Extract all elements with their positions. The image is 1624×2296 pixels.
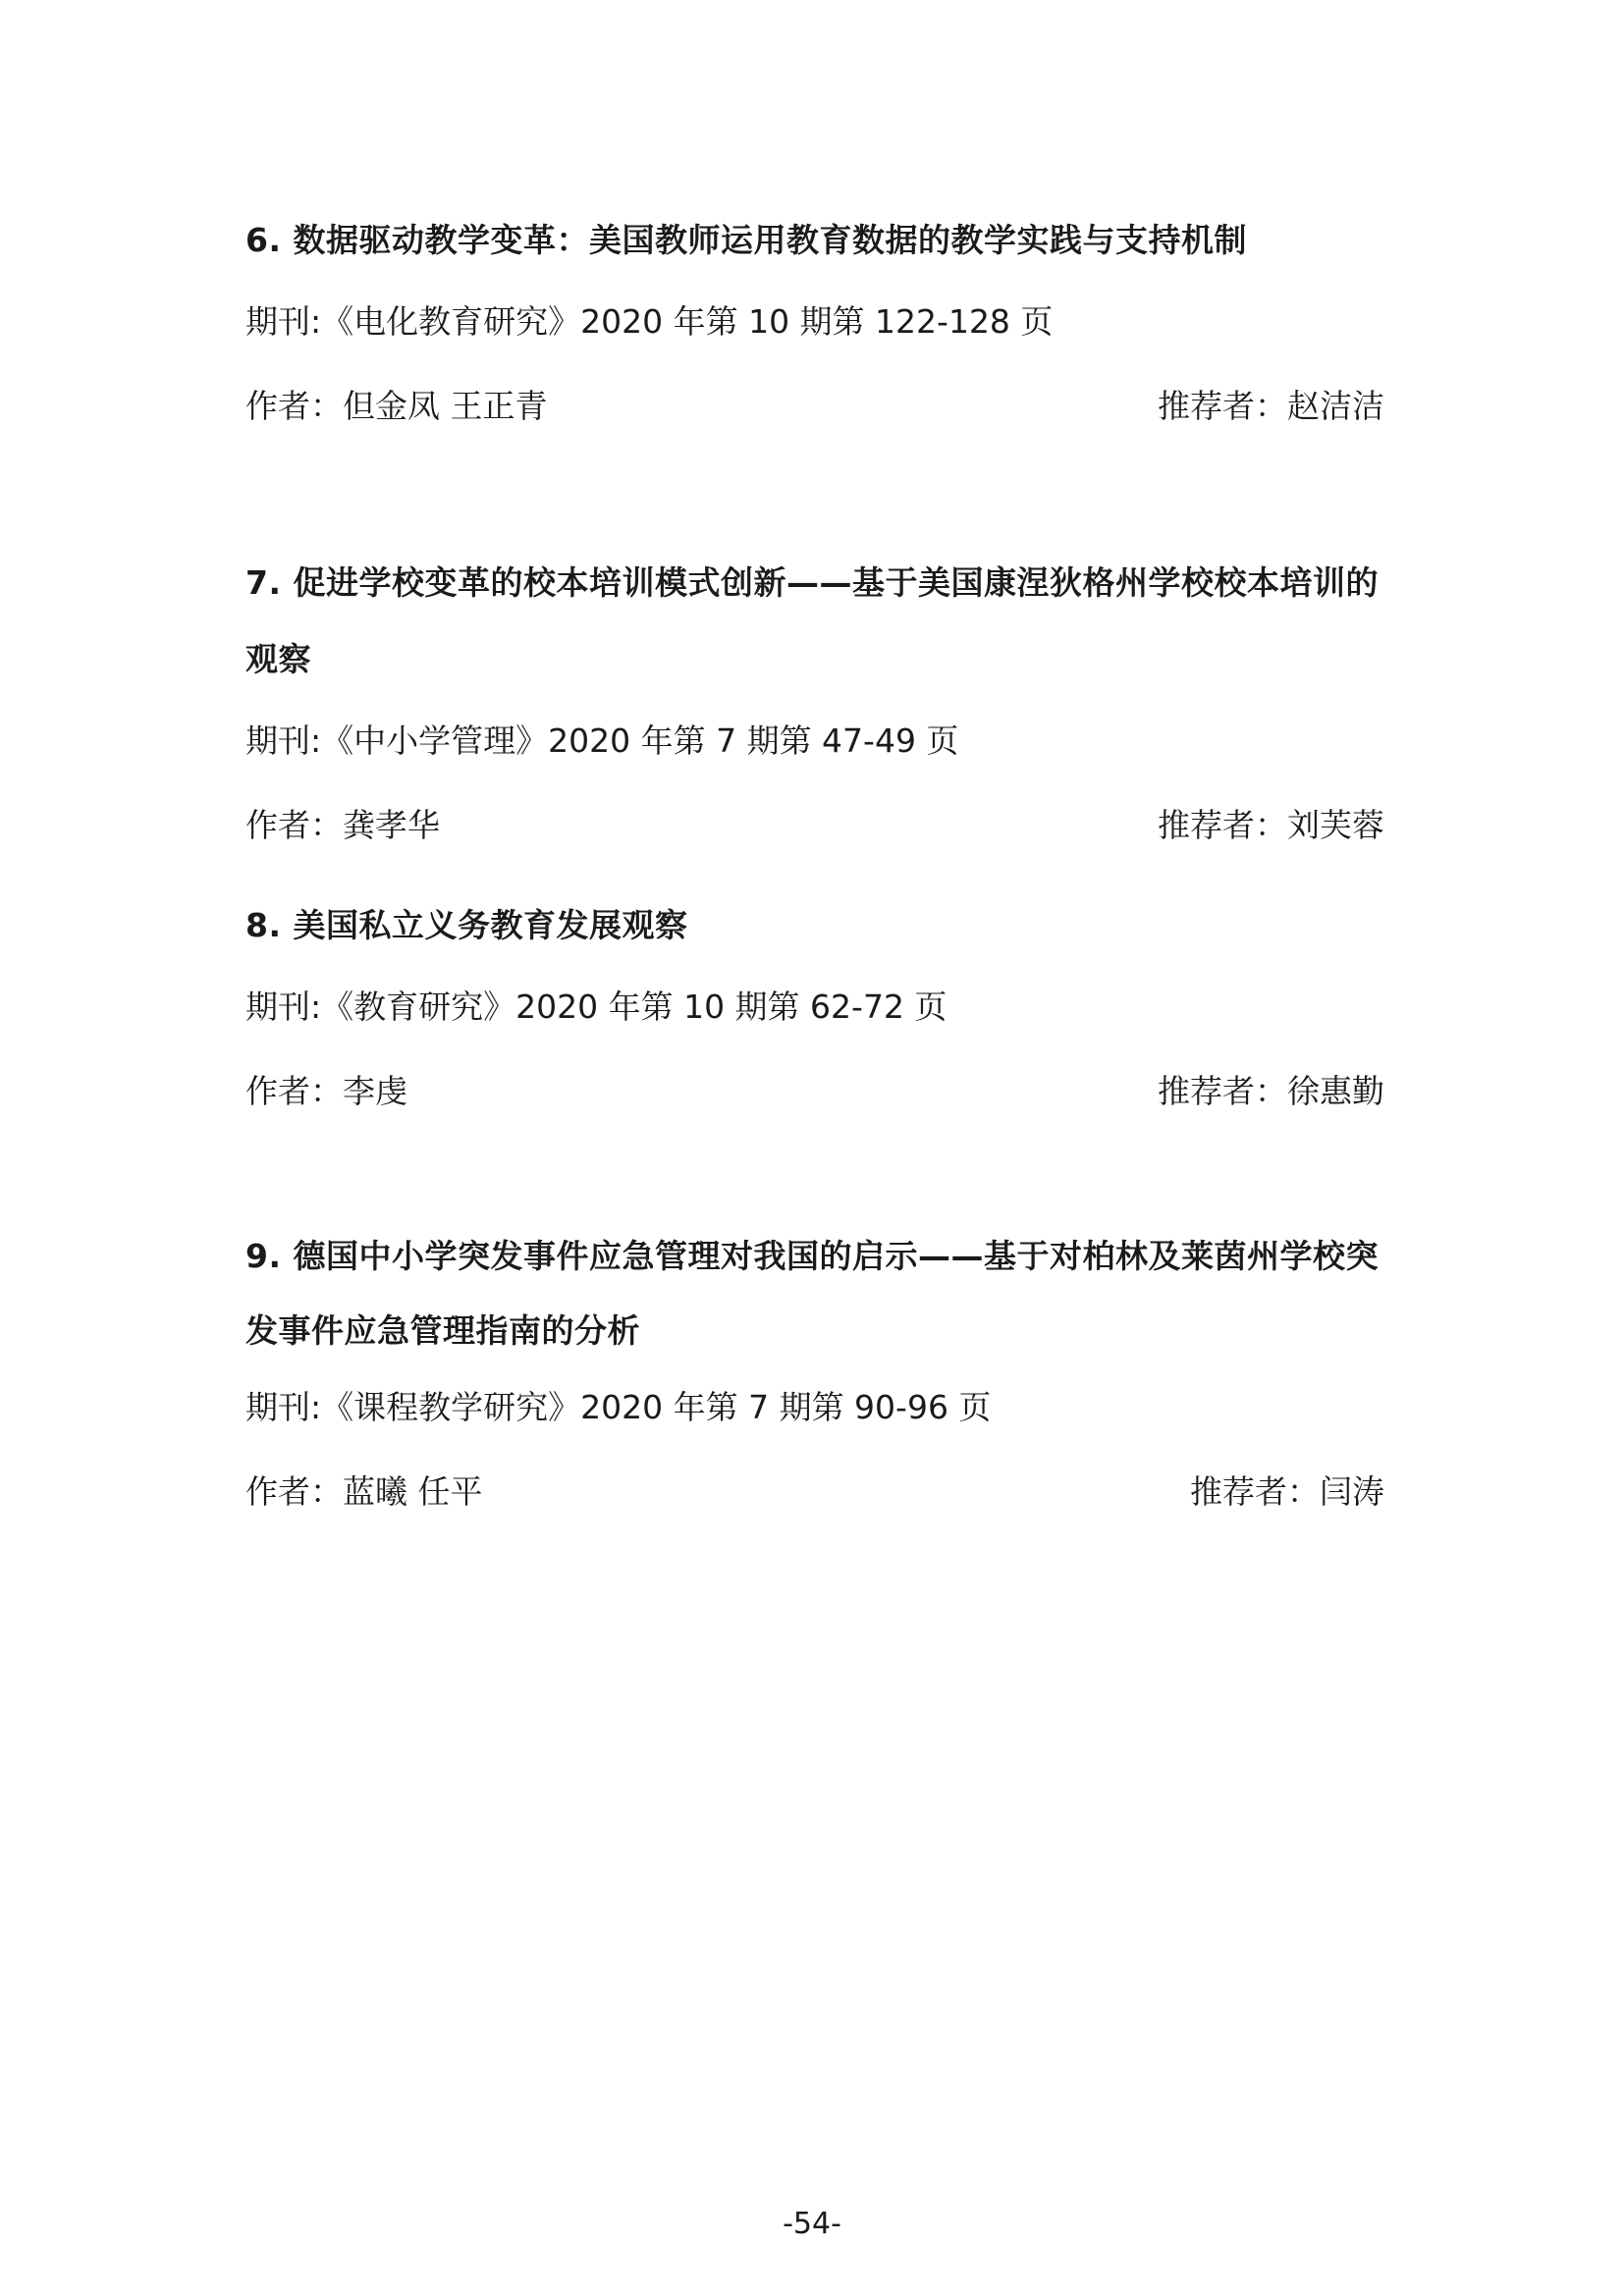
entry-title: 9. 德国中小学突发事件应急管理对我国的启示——基于对柏林及莱茵州学校突 (245, 1237, 1379, 1275)
entry-author-row (245, 385, 1384, 428)
reference-entry-6 (245, 202, 1384, 428)
reference-entry-9 (245, 1218, 1384, 1514)
entry-recommender: 推荐者：刘芙蓉 (1158, 806, 1384, 844)
page-number: -54- (783, 2207, 841, 2241)
entry-title-continued: 发事件应急管理指南的分析 (245, 1311, 640, 1350)
entry-title: 8. 美国私立义务教育发展观察 (245, 906, 688, 944)
entry-recommender: 推荐者：徐惠勤 (1158, 1072, 1384, 1110)
entry-authors: 作者：蓝曦 任平 (245, 1472, 483, 1511)
entry-authors: 作者：但金凤 王正青 (245, 387, 548, 425)
entry-journal: 期刊:《教育研究》2020 年第 10 期第 62-72 页 (245, 988, 947, 1026)
entry-title: 6. 数据驱动教学变革：美国教师运用教育数据的教学实践与支持机制 (245, 221, 1247, 259)
entry-recommender: 推荐者：赵洁洁 (1158, 387, 1384, 425)
entry-author-row (245, 804, 1384, 847)
entry-title: 7. 促进学校变革的校本培训模式创新——基于美国康涅狄格州学校校本培训的观察 (245, 563, 1379, 678)
entry-journal: 期刊:《课程教学研究》2020 年第 7 期第 90-96 页 (245, 1388, 992, 1426)
entry-authors: 作者：李虔 (245, 1072, 407, 1110)
reference-entry-7 (245, 545, 1384, 847)
entry-authors: 作者：龚孝华 (245, 806, 440, 844)
entry-recommender: 推荐者：闫涛 (1190, 1472, 1384, 1511)
entry-author-row (245, 1470, 1384, 1514)
entry-journal: 期刊:《中小学管理》2020 年第 7 期第 47-49 页 (245, 721, 959, 760)
entry-author-row (245, 1070, 1384, 1113)
entry-journal: 期刊:《电化教育研究》2020 年第 10 期第 122-128 页 (245, 302, 1054, 341)
reference-entry-8 (245, 887, 1384, 1113)
